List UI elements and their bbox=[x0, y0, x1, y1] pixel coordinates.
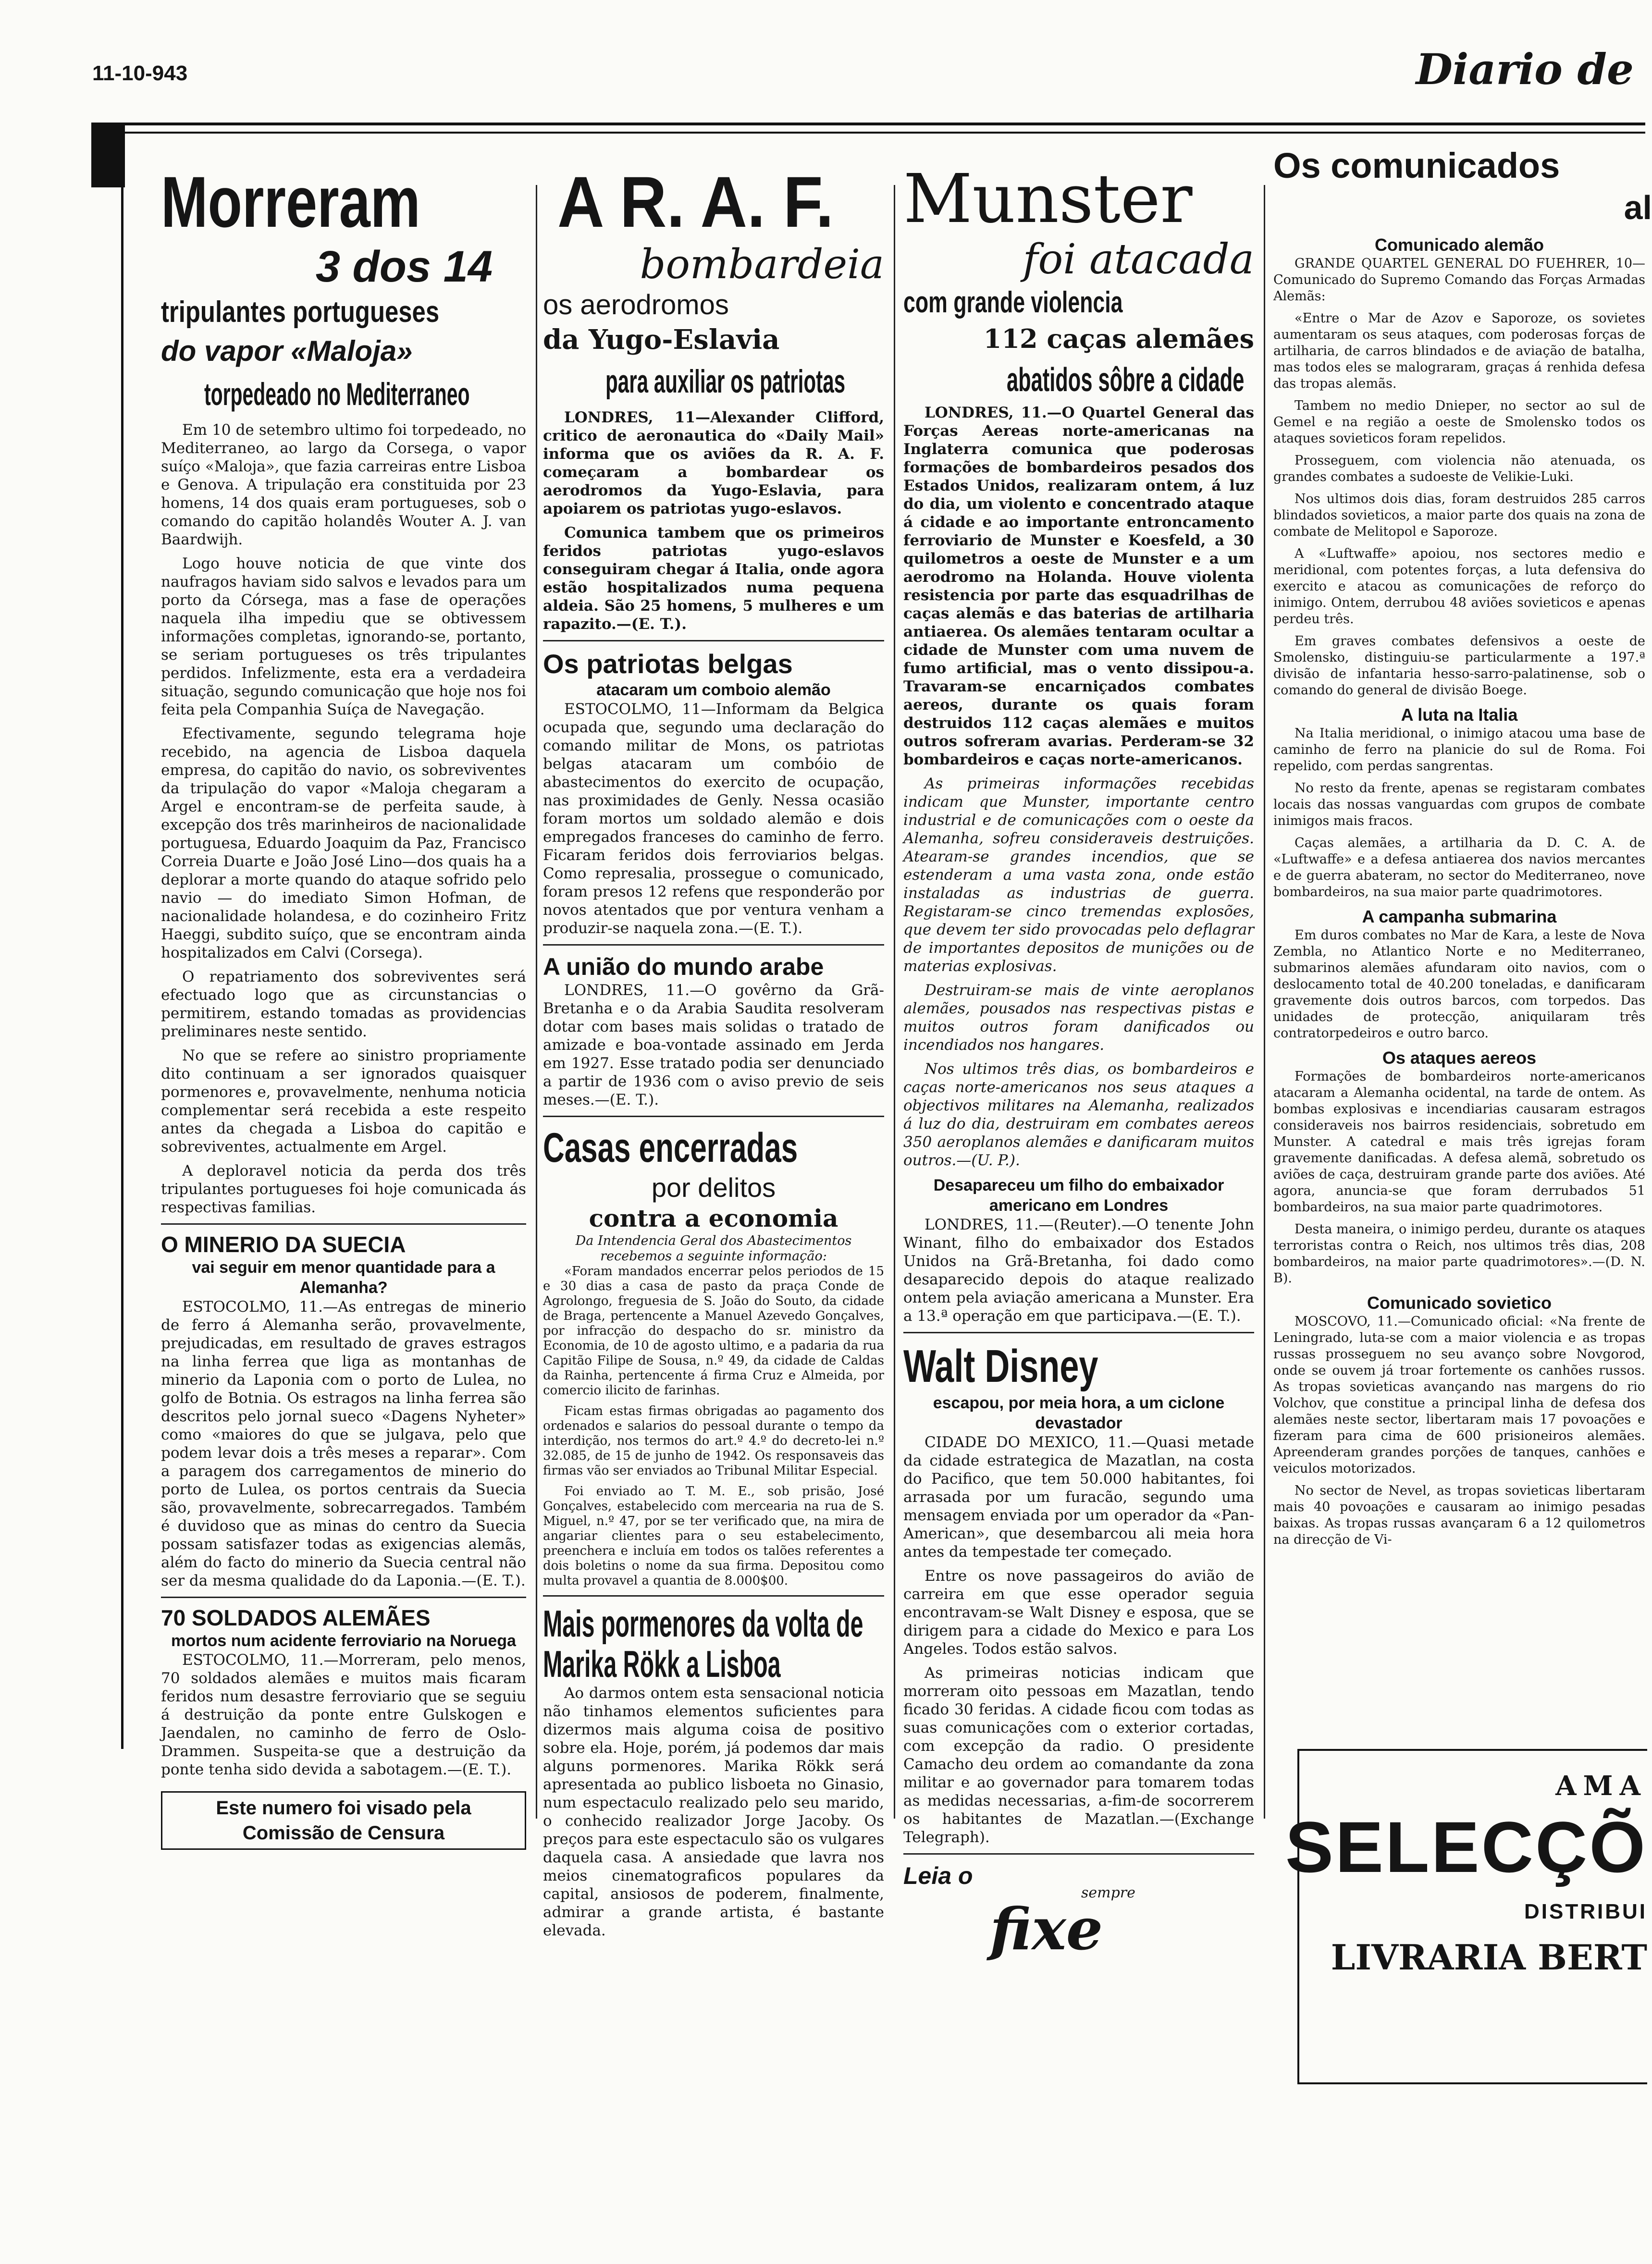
article-paragraph: Caças alemães, a artilharia da D. C. A. de «Luftwaffe» e a defesa antiaerea dos navios mercantes e de guerra abateram, no sector do Mediterraneo, nove bombardeiros, na sua maior parte quadrimotores. bbox=[1273, 836, 1645, 899]
subhead-vapor-maloja: do vapor «Maloja» bbox=[161, 335, 413, 367]
article-paragraph: Logo houve noticia de que vinte dos naufragos haviam sido salvos e levados para um porto da Córsega, mas a fase de operações naquela ilha impediu que se obtivessem informações completas, ignorando-se, portanto, se seriam portugueses os três tripulantes perdidos. Infelizmente, esta era a verdadeira situação, segundo comunicação que hoje nos foi feita pela Companhia Suíça de Navegação. bbox=[161, 555, 526, 718]
article-paragraph: Prosseguem, com violencia não atenuada, os grandes combates a sudoeste de Velikie-Luki. bbox=[1273, 453, 1645, 484]
subhead-ciclone: escapou, por meia hora, a um ciclone devastador bbox=[933, 1394, 1225, 1432]
column-2 bbox=[543, 163, 884, 1945]
section-head: A luta na Italia bbox=[1401, 705, 1518, 725]
article-paragraph: Efectivamente, segundo telegrama hoje recebido, na agencia de Lisboa daquela empresa, do capitão do navio, os sobreviventes da tripulação do vapor «Maloja chegaram a Argel e encontram-se de perfeita saude, à excepção dos três marinheiros de nacionalidade portuguesa, Eduardo Joaquim da Paz, Francisco Correia Duarte e João José Lino—dos quais ha a deplorar a morte quando do ataque sofrido pelo navio — do imediato Simon Hofman, de nacionalidade holandesa, e do cozinheiro Fritz Haeggi, subdito suíço, que se encontram ainda hospitalizados em Calvi (Corsega). bbox=[161, 725, 526, 961]
subhead-por-delitos: por delitos bbox=[651, 1172, 776, 1203]
divider bbox=[543, 944, 884, 946]
subhead-bombardeia: bombardeia bbox=[640, 241, 884, 288]
newspaper-masthead: Diario de bbox=[1416, 44, 1634, 94]
headline-soldados: 70 SOLDADOS ALEMÃES bbox=[161, 1605, 431, 1630]
subhead-aerodromos: os aerodromos bbox=[543, 289, 729, 320]
article-paragraph: Em duros combates no Mar de Kara, a leste de Nova Zembla, no Atlantico Norte e no Mediterraneo, submarinos alemães afundaram oito navios, com o deslocamento total de 40.200 toneladas, e danificaram gravemente dois outros barcos, com torpedos. Das unidades de protecção, aniquilaram três contratorpedeiros e outro barco. bbox=[1273, 928, 1645, 1041]
leia-text: Leia o bbox=[903, 1862, 973, 1889]
article-paragraph: O repatriamento dos sobreviventes será efectuado logo que as circunstancias o permitirem, estando tomadas as providencias preliminares neste sentido. bbox=[161, 968, 526, 1040]
divider bbox=[903, 1853, 1254, 1855]
headline-winant: Desapareceu um filho do embaixador americano em Londres bbox=[933, 1176, 1224, 1215]
article-paragraph: LONDRES, 11—Alexander Clifford, critico de aeronautica do «Daily Mail» informa que os aviões da R. A. F. começaram a bombardear os aerodromos da Yugo-Eslavia, para apoiarem os patriotas yugo-eslavos. bbox=[543, 409, 884, 517]
article-paragraph: ESTOCOLMO, 11.—As entregas de minerio de ferro á Alemanha serão, provavelmente, prejudicadas, em resultado de graves estragos na linha ferrea que liga as montanhas de minerio da Laponia com o porto de Lulea, no golfo de Botnia. Os estragos na linha ferrea são descritos pelo jornal sueco «Dagens Nyheter» como «maiores do que se julgava, pelo que podem levar dois a três meses a reparar». Com a paragem dos carregamentos de minerio do porto de Lulea, os portos centrais da Suecia são, provavelmente, sobrecarregados. Também é duvidoso que as minas do centro da Suecia possam satisfazer todas as exigencias alemãs, além do facto do minerio da Suecia central não ser da mesma qualidade do da Laponia.—(E. T.). bbox=[161, 1298, 526, 1589]
divider bbox=[543, 1595, 884, 1597]
issue-date: 11-10-943 bbox=[92, 62, 188, 85]
headline-casas-encerradas: Casas encerradas bbox=[543, 1125, 798, 1171]
headline-walt-disney: Walt Disney bbox=[903, 1341, 1098, 1392]
fixe-logo-text: fixe bbox=[990, 1895, 1103, 1963]
censor-notice: Este numero foi visado pela Comissão de Censura bbox=[161, 1791, 526, 1850]
article-paragraph: Ao darmos ontem esta sensacional noticia não tinhamos elementos suficientes para dizermos mais alguma coisa de positivo sobre ela. Hoje, porém, já podemos dar mais alguns pormenores. Marika Rökk será apresentada ao publico lisboeta no Ginasio, num espectaculo realizado pelo seu marido, o conhecido realizador Jorge Jacoby. Os preços para este espectaculo são os vulgares daquela casa. A ansiedade que lavra nos meios cinematograficos populares da capital, ansiosos de poderem, finalmente, admirar a grande artista, é bastante elevada. bbox=[543, 1685, 884, 1939]
subhead-belgas: atacaram um comboio alemão bbox=[596, 681, 831, 699]
divider bbox=[543, 640, 884, 641]
article-paragraph: As primeiras noticias indicam que morreram oito pessoas em Mazatlan, tendo ficado 30 feridas. A cidade ficou com todas as suas comunicações com o exterior cortadas, com excepção da radio. O presidente Camacho deu ordem ao comandante da zona militar e ao governador para tomarem todas as medidas necessarias, a-fim-de socorrerem os habitantes de Mazatlan.—(Exchange Telegraph). bbox=[903, 1664, 1254, 1846]
article-paragraph: Em 10 de setembro ultimo foi torpedeado, no Mediterraneo, ao largo da Corsega, o vapor suíço «Maloja», que fazia carreiras entre Lisboa e Genova. A tripulação era constituida por 23 homens, 14 dos quais eram portugueses, sob o comando do capitão holandês Wouter A. J. van Baardwijh. bbox=[161, 421, 526, 548]
section-head: Os ataques aereos bbox=[1382, 1048, 1537, 1068]
subhead-minerio: vai seguir em menor quantidade para a Alemanha? bbox=[192, 1258, 495, 1297]
section-head: Comunicado alemão bbox=[1374, 235, 1544, 255]
subhead-economia: contra a economia bbox=[589, 1204, 838, 1232]
subhead-abatidos: abatidos sôbre a cidade bbox=[1007, 361, 1245, 398]
article-paragraph: LONDRES, 11.—O Quartel General das Forças Aereas norte-americanas na Inglaterra comunica que poderosas formações de bombardeiros pesados dos Estados Unidos, realizaram ontem, á luz do dia, um violento e concentrado ataque á cidade e ao importante entroncamento ferroviario de Munster e Koesfeld, a 30 quilometros a oeste de Munster e a um aerodromo na Holanda. Houve violenta resistencia por parte das esquadrilhas de caças alemãs e das baterias de artilharia antiaerea. Os alemães tentaram ocultar a cidade de Munster com uma nuvem de fumo artificial, mas o vento dissipou-a. Travaram-se encarniçados combates aereos, durante os quais foram destruidos 112 caças alemães e muitos outros sofreram avarias. Perderam-se 32 bombardeiros e caças norte-americanos. bbox=[903, 404, 1254, 768]
article-paragraph: ESTOCOLMO, 11—Informam da Belgica ocupada que, segundo uma declaração do comando militar de Mons, os patriotas belgas atacaram um combóio de abastecimentos do exercito de ocupação, nas proximidades de Genly. Nessa ocasião foram mortos um soldado alemão e dois empregados franceses do caminho de ferro. Ficaram feridos dois ferroviarios belgas. Como represalia, prossegue o comunicado, foram presos 12 refens que responderão por novos atentados que por ventura venham a produzir-se naquela zona.—(E. T.). bbox=[543, 701, 884, 937]
headline-comunicados-2: al bbox=[1624, 189, 1652, 226]
article-paragraph: CIDADE DO MEXICO, 11.—Quasi metade da cidade estrategica de Mazatlan, na costa do Pacifico, que tem 50.000 habitantes, foi arrasada por um furacão, segundo uma mensagem enviada por um operador da «Pan-American», que desembarcou ali meia hora antes da tempestade ter começado. bbox=[903, 1434, 1254, 1561]
column-rule-2 bbox=[894, 185, 895, 1819]
article-paragraph: LONDRES, 11.—O govêrno da Grã-Bretanha e o da Arabia Saudita resolveram dotar com bases mais solidas o tratado de amizade e boa-vontade assinado em Jerda em 1927. Esse tratado podia ser denunciado a partir de 1936 com o aviso previo de seis meses.—(E. T.). bbox=[543, 982, 884, 1108]
article-paragraph: Tambem no medio Dnieper, no sector ao sul de Gemel e na região a oeste de Smolensko todos os ataques sovieticos foram repelidos. bbox=[1273, 398, 1645, 446]
intro-text: Da Intendencia Geral dos Abastecimentos recebemos a seguinte informação: bbox=[575, 1233, 852, 1264]
headline-marika-rokk: Mais pormenores da volta de Marika Rökk a Lisboa bbox=[543, 1602, 863, 1685]
article-paragraph: Destruiram-se mais de vinte aeroplanos alemães, pousados nas respectivas pistas e muitos outros foram danificados ou incendiados nos hangares. bbox=[903, 982, 1254, 1054]
article-paragraph: Na Italia meridional, o inimigo atacou uma base de caminho de ferro na planicie do sul de Roma. Foi repelido, com perdas sangrentas. bbox=[1273, 726, 1645, 774]
article-paragraph: «Entre o Mar de Azov e Saporoze, os sovietes aumentaram os seus ataques, com poderosas forças de artilharia, de carros blindados e de aviação de batalha, mas todos eles se malograram, graças á renhida defesa das tropas alemãs. bbox=[1273, 311, 1645, 391]
divider bbox=[543, 1116, 884, 1117]
article-paragraph: Desta maneira, o inimigo perdeu, durante os ataques terroristas contra o Reich, nos ultimos três dias, 208 bombardeiros, na maior parte quadrimotores».—(D. N. B). bbox=[1273, 1222, 1645, 1286]
article-paragraph: As primeiras informações recebidas indicam que Munster, importante centro industrial e de comunicações com o oeste da Alemanha, sofreu consideraveis destruições. Atearam-se grandes incendios, que se estenderam a uma vasta zona, onde estão instaladas as industrias de guerra. Registaram-se cinco tremendas explosões, que devem ter sido provocadas pelo deflagrar de importantes depositos de munições ou de materias explosivas. bbox=[903, 775, 1254, 975]
article-paragraph: Formações de bombardeiros norte-americanos atacaram a Alemanha ocidental, na tarde de ontem. As bombas explosivas e incendiarias causaram estragos consideraveis nos bairros residenciais, sobretudo em Munster. A catedral e mais três igrejas foram gravemente danificadas. A defesa alemã, sobretudo os aviões de caça, destruiram grande parte dos aviões. Até agora, anuncia-se que foram derrubados 51 bombardeiros, na sua maior parte quadrimotores. bbox=[1273, 1069, 1645, 1215]
subhead-patriotas: para auxiliar os patriotas bbox=[605, 363, 846, 400]
subhead-torpedeado: torpedeado no Mediterraneo bbox=[204, 376, 470, 412]
subhead-yugo: da Yugo-Eslavia bbox=[543, 324, 780, 356]
top-rule bbox=[92, 123, 1645, 134]
article-paragraph: Nos ultimos dois dias, foram destruidos 285 carros blindados sovieticos, a maior parte dos quais na zona de combate de Melitopol e Saporoze. bbox=[1273, 492, 1645, 539]
column-rule-1 bbox=[536, 185, 537, 1819]
subhead-soldados: mortos num acidente ferroviario na Noruega bbox=[171, 1632, 516, 1650]
article-paragraph: Em graves combates defensivos a oeste de Smolensko, distinguiu-se particularmente a 197.ª divisão de infantaria hesso-sarro-palatinense, sob o comando do general de divisão Boege. bbox=[1273, 634, 1645, 698]
subhead-3-dos-14: 3 dos 14 bbox=[315, 242, 493, 291]
divider bbox=[161, 1223, 526, 1225]
subhead-tripulantes: tripulantes portugueses bbox=[161, 295, 440, 329]
article-paragraph: Nos ultimos três dias, os bombardeiros e caças norte-americanos nos seus ataques a objectivos militares na Alemanha, realizados á luz do dia, destruiram em combates aereos 350 aeroplanos alemães e danificaram muitos outros.—(U. P.). bbox=[903, 1060, 1254, 1169]
headline-morreram: Morreram bbox=[161, 161, 420, 242]
fixe-logo-top: sempre bbox=[1081, 1884, 1135, 1901]
article-paragraph: A «Luftwaffe» apoiou, nos sectores medio e meridional, com potentes forças, a luta defensiva do exercito e atacou as comunicações de reforço do inimigo. Ontem, derrubou 48 aviões sovieticos e apenas perdeu três. bbox=[1273, 546, 1645, 627]
article-paragraph: Ficam estas firmas obrigadas ao pagamento dos ordenados e salarios do pessoal durante o tempo da interdição, nos termos do art.º 4.º do decreto-lei n.º 32.085, de 15 de junho de 1942. Os responsaveis das firmas vão ser enviados ao Tribunal Militar Especial. bbox=[543, 1404, 884, 1478]
column-rule-3 bbox=[1264, 185, 1265, 1819]
headline-minerio: O MINERIO DA SUECIA bbox=[161, 1232, 406, 1257]
article-paragraph: ESTOCOLMO, 11.—Morreram, pelo menos, 70 soldados alemães e muitos mais ficaram feridos num desastre ferroviario que se seguiu á destruição da ponte entre Gulskogen e Jaendalen, no caminho de ferro de Oslo-Drammen. Suspeita-se que a destruição da ponte tenha sido devida a sabotagem.—(E. T.). bbox=[161, 1651, 526, 1778]
ad-line-3: DISTRIBUI bbox=[1524, 1900, 1647, 1923]
article-paragraph: Foi enviado ao T. M. E., sob prisão, José Gonçalves, estabelecido com mercearia na rua de S. Miguel, n.º 47, por se ter verificado que, na mira de angariar clientes para o seu estabelecimento, preenchera e incluía em todos os talões referentes a dois boletins o nome da sua firma. Depositou como multa provavel a quantia de 8.000$00. bbox=[543, 1484, 884, 1588]
divider bbox=[161, 1597, 526, 1598]
ad-line-2: SELECÇÕ bbox=[1285, 1807, 1647, 1887]
subhead-112-cacas: 112 caças alemães bbox=[983, 323, 1254, 354]
article-paragraph: No resto da frente, apenas se registaram combates locais das nossas vanguardas com grupos de combate inimigos mais fracos. bbox=[1273, 781, 1645, 828]
article-paragraph: Comunica tambem que os primeiros feridos patriotas yugo-eslavos conseguiram chegar á Italia, onde agora estão hospitalizados numa pequena aldeia. São 25 homens, 5 mulheres e um rapazito.—(E. T.). bbox=[543, 524, 884, 633]
article-paragraph: No que se refere ao sinistro propriamente dito continuam a ser ignorados quaisquer pormenores e, provavelmente, nenhuma noticia complementar será recebida a este respeito antes da chegada a Lisboa do capitão e sobreviventes, actualmente em Argel. bbox=[161, 1047, 526, 1156]
headline-comunicados: Os comunicados bbox=[1273, 146, 1560, 185]
divider bbox=[903, 1332, 1254, 1333]
subhead-violencia: com grande violencia bbox=[903, 286, 1123, 319]
article-paragraph: Entre os nove passageiros do avião de carreira em que esse operador seguia encontravam-se Walt Disney e esposa, que se dirigem para a cidade do Mexico e para Los Angeles. Todos estão salvos. bbox=[903, 1567, 1254, 1658]
column-3 bbox=[903, 160, 1254, 1963]
headline-mundo-arabe: A união do mundo arabe bbox=[543, 953, 824, 980]
section-head: A campanha submarina bbox=[1362, 907, 1557, 926]
article-paragraph: A deploravel noticia da perda dos três tripulantes portugueses foi hoje comunicada ás respectivas familias. bbox=[161, 1162, 526, 1216]
article-paragraph: LONDRES, 11.—(Reuter).—O tenente John Winant, filho do embaixador dos Estados Unidos na Grã-Bretanha, foi dado como desaparecido depois do ataque realizado ontem pela aviação americana a Munster. Era a 13.ª operação em que participava.—(E. T.). bbox=[903, 1216, 1254, 1325]
ad-line-1: AMA bbox=[1555, 1770, 1647, 1802]
headline-munster: Munster bbox=[903, 160, 1193, 238]
article-paragraph: No sector de Nevel, as tropas sovieticas libertaram mais 40 povoações e causaram ao inimigo pesadas baixas. As tropas russas avançaram 6 a 12 quilometros na direcção de Vi- bbox=[1273, 1483, 1645, 1547]
column-1 bbox=[161, 163, 526, 1850]
column-4 bbox=[1273, 144, 1652, 1554]
left-rule bbox=[121, 185, 123, 1749]
article-paragraph: MOSCOVO, 11.—Comunicado oficial: «Na frente de Leningrado, luta-se com a maior violencia e as tropas russas prosseguem no seu avanço sobre Novgorod, onde se ouvem já troar fortemente os canhões russos. As tropas sovieticas avançando nas margens do rio Volchov, que constitue a principal linha de defesa dos alemães neste sector, libertaram mais 17 povoações e fizeram para cima de 600 prisioneiros alemães. Apreenderam grandes porções de tanques, canhões e veiculos motorizados. bbox=[1273, 1314, 1645, 1476]
headline-raf: A R. A. F. bbox=[557, 161, 834, 242]
article-paragraph: GRANDE QUARTEL GENERAL DO FUEHRER, 10—Comunicado do Supremo Comando das Forças Armadas Alemãs: bbox=[1273, 256, 1645, 304]
subhead-atacada: foi atacada bbox=[1023, 235, 1254, 283]
ad-line-4: LIVRARIA BERT bbox=[1331, 1937, 1647, 1978]
headline-belgas: Os patriotas belgas bbox=[543, 649, 793, 679]
fixe-logo bbox=[990, 1884, 1254, 1963]
corner-block bbox=[91, 123, 125, 187]
section-head: Comunicado sovietico bbox=[1367, 1293, 1552, 1313]
advertisement-box bbox=[1285, 1749, 1647, 2084]
article-paragraph: «Foram mandados encerrar pelos periodos de 15 e 30 dias a casa de pasto da praça Conde de Agrolongo, freguesia de S. João do Souto, da cidade de Braga, pertencente a Manuel Azevedo Gonçalves, por infracção do despacho do sr. ministro da Economia, de 10 de agosto ultimo, e a padaria da rua Capitão Filipe de Sousa, n.º 49, da cidade de Caldas da Rainha, pertencente á firma Cruz e Almeida, por comercio ilicito de farinhas. bbox=[543, 1264, 884, 1398]
